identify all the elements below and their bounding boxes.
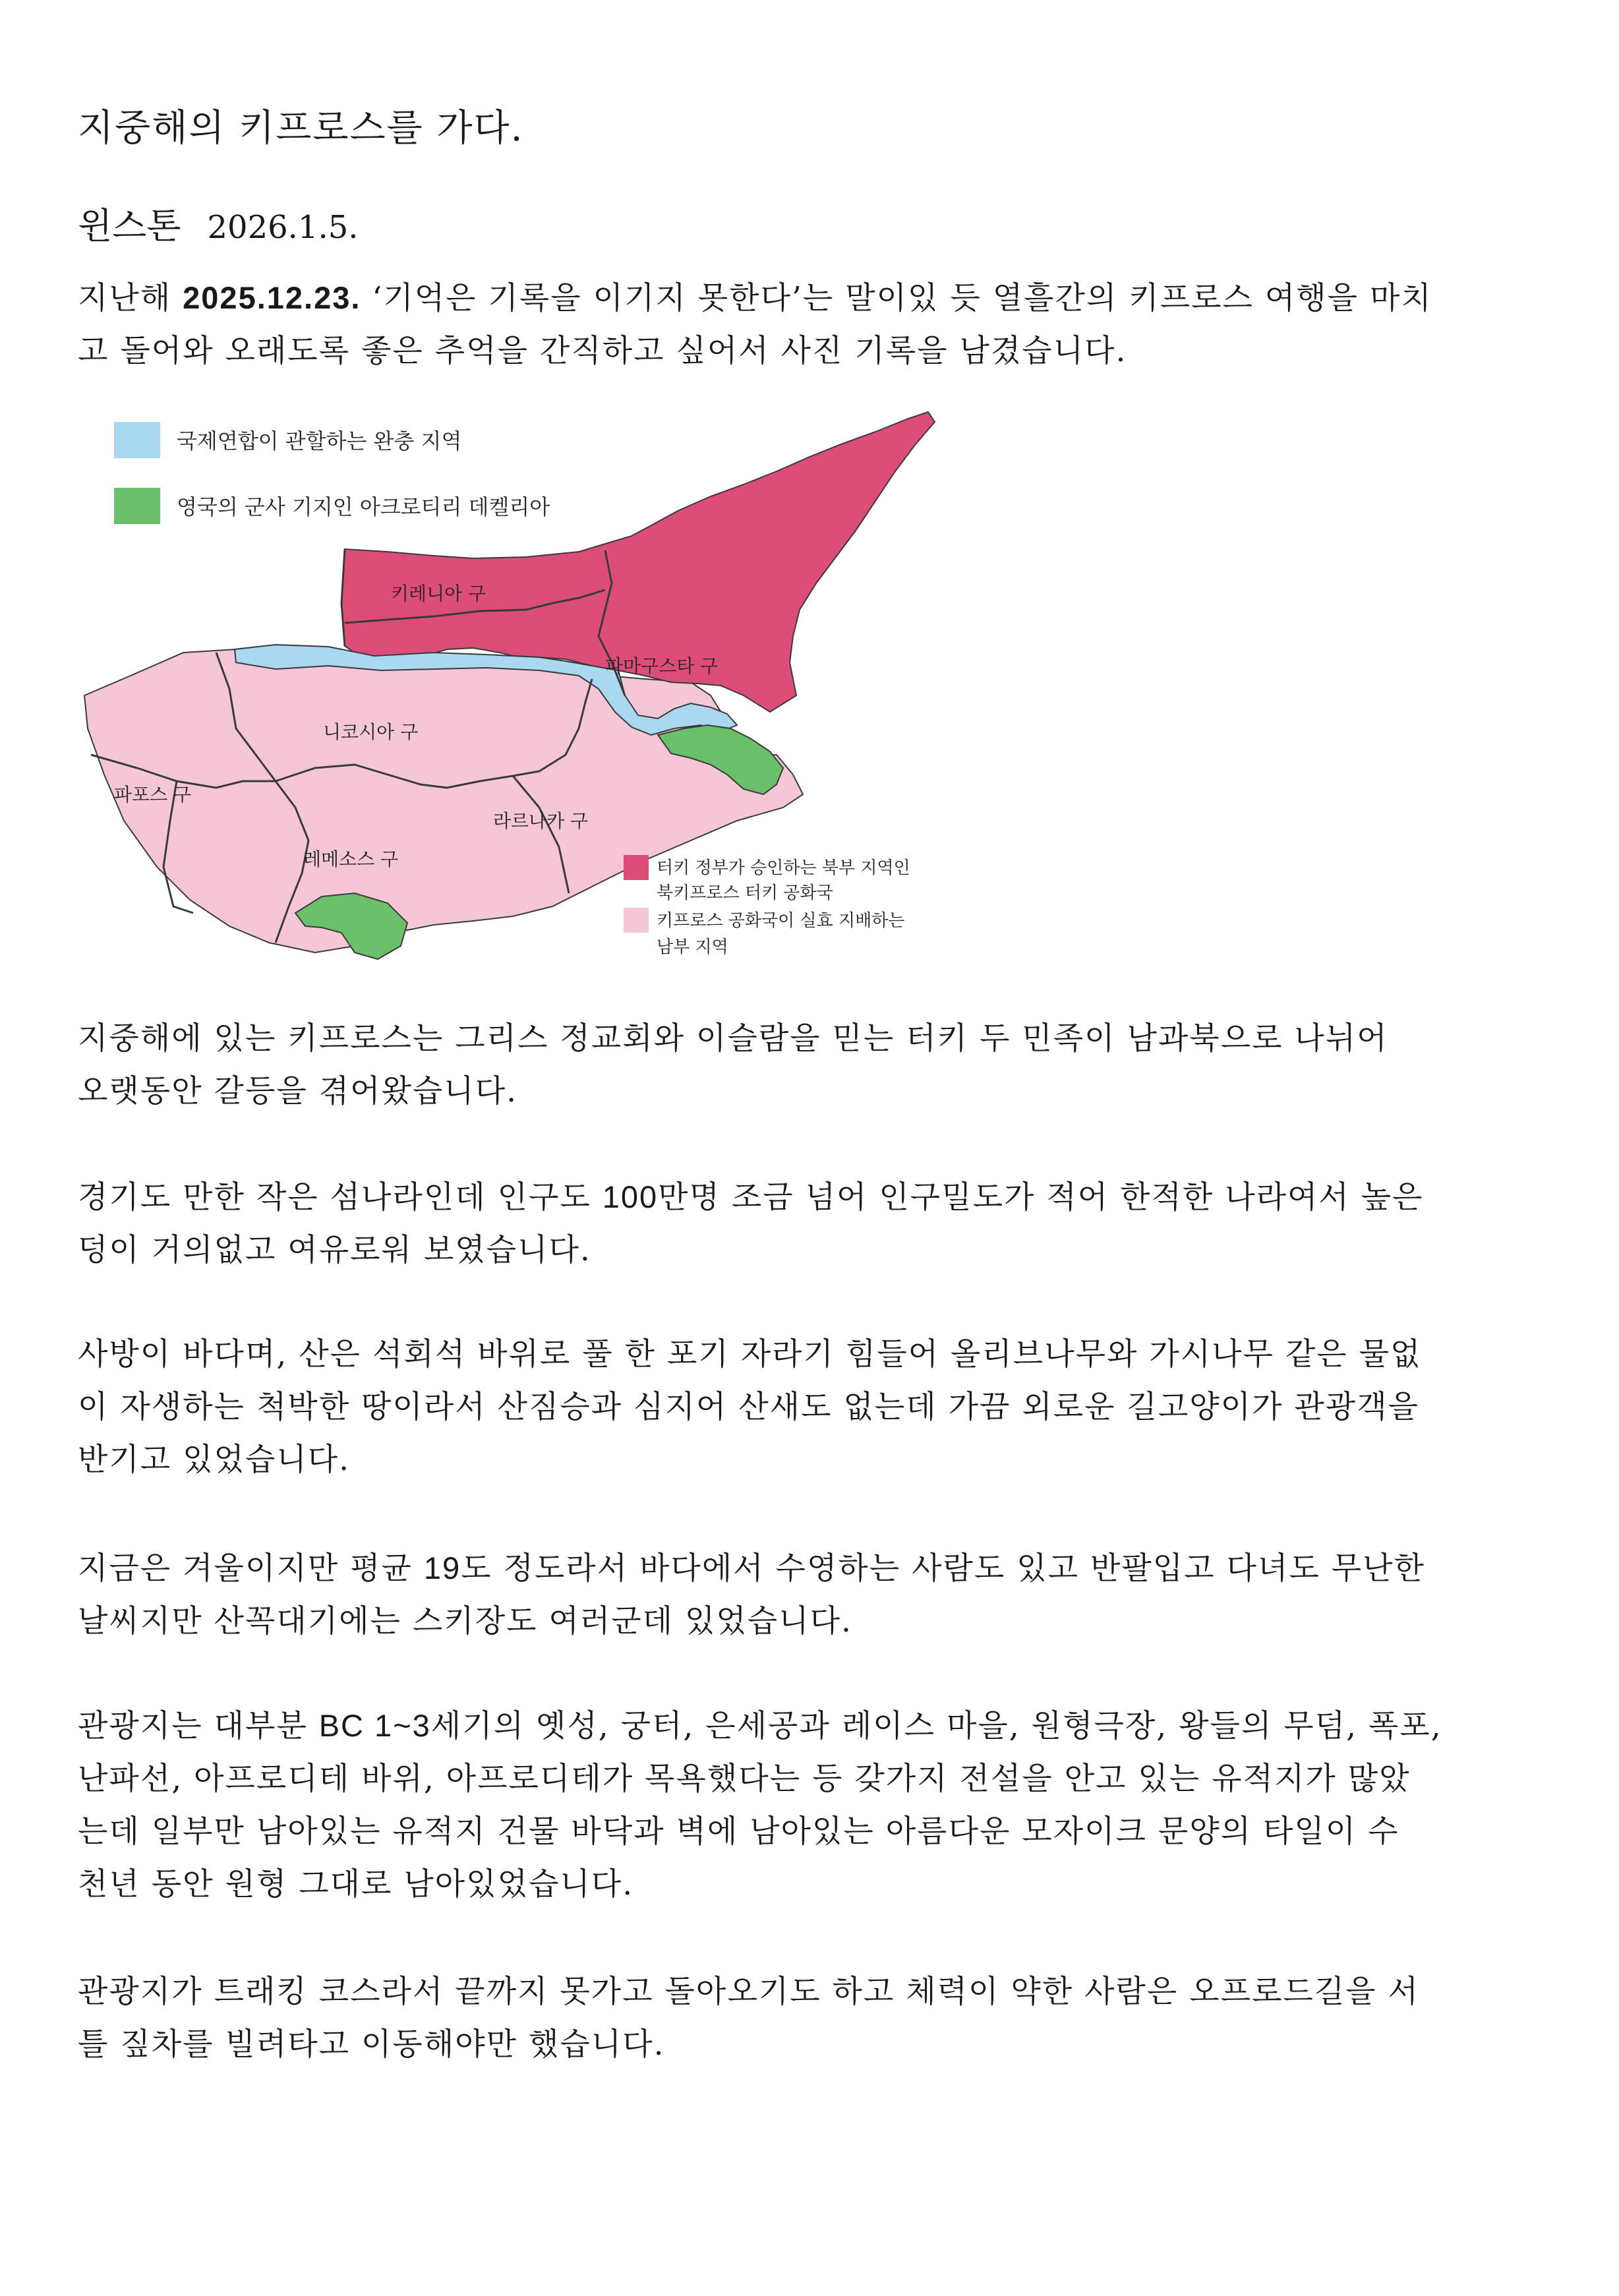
p5-line-4: 천년 동안 원형 그대로 남아있었습니다. — [78, 1866, 634, 1902]
document-page — [78, 0, 1554, 2296]
p2-number: 100 — [602, 1179, 659, 1214]
p5-line-2: 난파선, 아프로디테 바위, 아프로디테가 목욕했다는 등 갖가지 전설을 안고 있는 유적지가 많았 — [78, 1761, 1411, 1797]
paragraph-3 — [78, 1328, 1554, 1487]
document-title: 지중해의 키프로스를 가다. — [78, 107, 524, 150]
p3-line-3: 반기고 있었습니다. — [78, 1442, 351, 1478]
p3-line-2: 이 자생하는 척박한 땅이라서 산짐승과 심지어 산새도 없는데 가끔 외로운 길고양이가 관광객을 — [78, 1389, 1420, 1425]
paragraph-2 — [78, 1171, 1554, 1277]
district-label-paphos: 파포스 구 — [114, 784, 192, 806]
legend-label-base: 영국의 군사 기지인 아크로티리 데켈리아 — [177, 494, 550, 519]
p2-prefix: 경기도 만한 작은 섬나라인데 인구도 — [78, 1179, 603, 1216]
p3-line-1: 사방이 바다며, 산은 석회석 바위로 풀 한 포기 자라기 힘들어 올리브나무와 가시나무 같은 물없 — [78, 1336, 1422, 1372]
cyprus-map — [78, 386, 1047, 979]
p5-prefix: 관광지는 대부분 — [78, 1708, 319, 1744]
paragraph-6 — [78, 1966, 1554, 2071]
intro-prefix: 지난해 — [78, 280, 183, 316]
district-label-kyrenia: 키레니아 구 — [391, 583, 486, 604]
legend-swatch-north — [624, 855, 649, 880]
p5-line-3: 는데 일부만 남아있는 유적지 건물 바닥과 벽에 남아있는 아름다운 모자이크 문양의 타일이 수 — [78, 1813, 1399, 1850]
district-label-larnaca: 라르나카 구 — [493, 810, 589, 832]
legend-north-line2: 북키프로스 터키 공화국 — [657, 883, 833, 903]
legend-label-buffer: 국제연합이 관할하는 완충 지역 — [177, 428, 462, 454]
p4-line-1 — [78, 1542, 1554, 1595]
district-label-famagusta: 파마구스타 구 — [605, 655, 719, 677]
map-legend-bottom — [624, 855, 910, 957]
author-line — [78, 198, 359, 249]
legend-swatch-south — [624, 908, 649, 933]
p1-line-1: 지중해에 있는 키프로스는 그리스 정교회와 이슬람을 믿는 터키 두 민족이 남과북으로 나뉘어 — [78, 1020, 1388, 1057]
district-label-limassol: 레메소스 구 — [303, 848, 399, 870]
cyprus-map-svg — [78, 386, 1047, 979]
legend-swatch-buffer — [114, 422, 160, 458]
paragraph-1 — [78, 1013, 1554, 1118]
p5-line-1 — [78, 1699, 1554, 1753]
intro-line-2: 고 돌어와 오래도록 좋은 추억을 간직하고 싶어서 사진 기록을 남겼습니다. — [78, 333, 1127, 369]
p5-number: BC 1~3 — [318, 1708, 431, 1743]
p4-line-2: 날씨지만 산꼭대기에는 스키장도 여러군데 있었습니다. — [78, 1603, 852, 1639]
p6-line-1: 관광지가 트래킹 코스라서 끝까지 못가고 돌아오기도 하고 체력이 약한 사람은 오프로드길을 서 — [78, 1974, 1420, 2010]
p6-line-2: 틀 짚차를 빌려타고 이동해야만 했습니다. — [78, 2026, 665, 2063]
p5-rest: 세기의 옛성, 궁터, 은세공과 레이스 마을, 원형극장, 왕들의 무덤, 폭포, — [430, 1708, 1442, 1744]
p4-rest: 도 정도라서 바다에서 수영하는 사람도 있고 반팔입고 다녀도 무난한 — [461, 1550, 1425, 1587]
intro-rest: ‘기억은 기록을 이기지 못한다’는 말이있 듯 열흘간의 키프로스 여행을 마치 — [361, 280, 1432, 316]
p2-rest: 만명 조금 넘어 인구밀도가 적어 한적한 나라여서 높은 — [658, 1179, 1424, 1216]
legend-south-line1: 키프로스 공화국이 실효 지배하는 — [657, 911, 905, 931]
intro-paragraph — [78, 272, 1554, 378]
legend-south-line2: 남부 지역 — [657, 937, 728, 957]
south-region — [84, 649, 803, 953]
legend-swatch-base — [114, 488, 160, 524]
p2-line-1 — [78, 1171, 1554, 1224]
p2-line-2: 덩이 거의없고 여유로워 보였습니다. — [78, 1232, 591, 1268]
paragraph-4 — [78, 1542, 1554, 1648]
map-legend-top — [114, 422, 550, 524]
paragraph-5 — [78, 1699, 1554, 1911]
legend-north-line1: 터키 정부가 승인하는 북부 지역인 — [657, 858, 910, 878]
intro-date: 2025.12.23. — [183, 280, 361, 315]
p4-number: 19 — [423, 1550, 461, 1585]
district-label-nicosia: 니코시아 구 — [323, 721, 419, 743]
author-name: 윈스톤 — [78, 205, 181, 247]
p1-line-2: 오랫동안 갈등을 겪어왔습니다. — [78, 1073, 518, 1109]
document-date: 2026.1.5. — [207, 209, 359, 246]
p4-prefix: 지금은 겨울이지만 평균 — [78, 1550, 424, 1587]
intro-line-1 — [78, 272, 1554, 325]
